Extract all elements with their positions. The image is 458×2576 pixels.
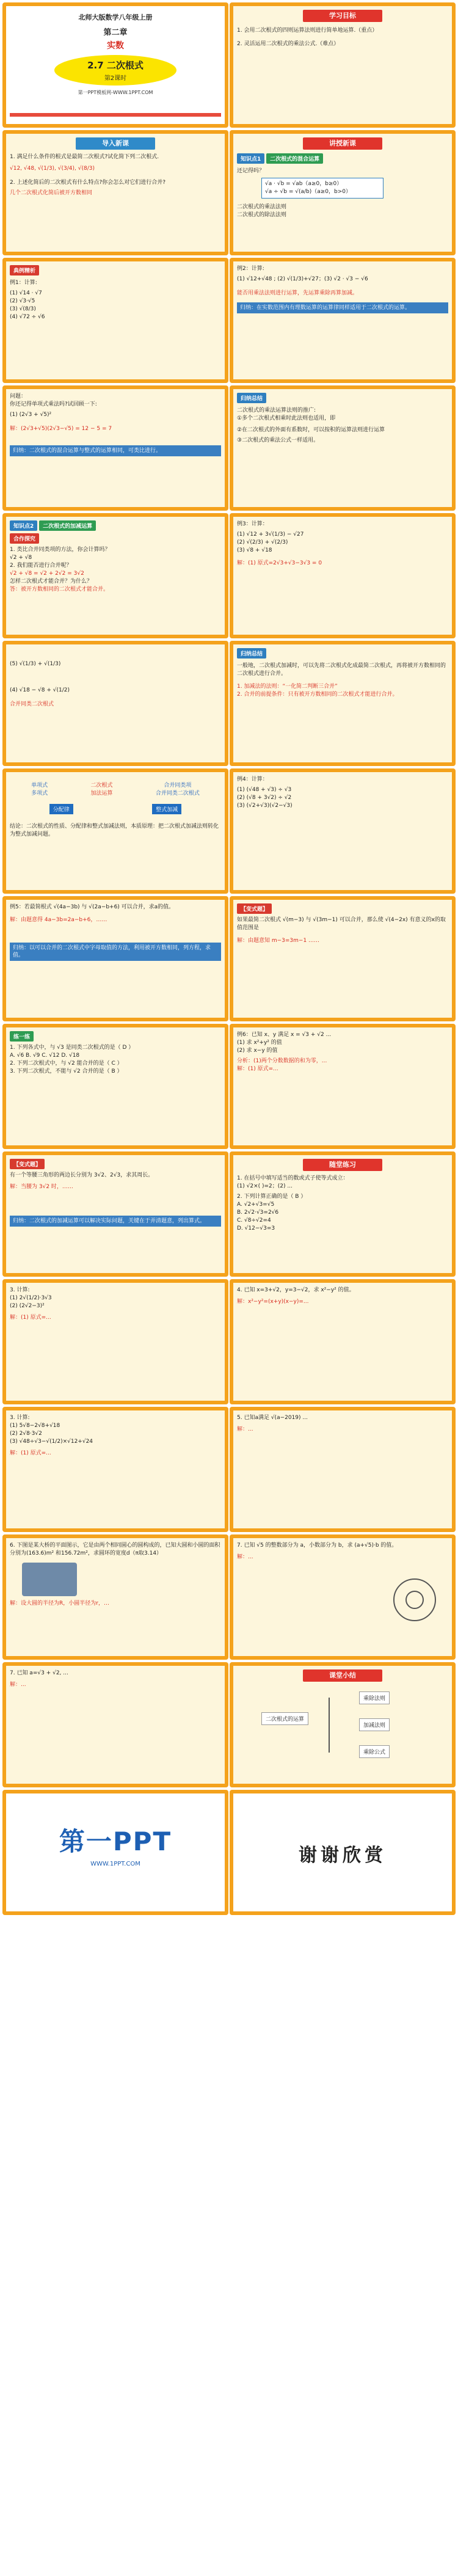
slide-example2[interactable] [230, 258, 456, 383]
slide-application[interactable] [2, 1534, 228, 1660]
goal-2: 2. 灵活运用二次根式的乘法公式.（难点） [237, 41, 340, 47]
example1-label: 典例精析 [10, 265, 39, 275]
summary2-text: 一般地，二次根式加减时，可以先将二次根式化成最简二次根式，再将被开方数相同的二次根式进行合并。 [237, 663, 446, 677]
diagram-left [31, 781, 48, 797]
calc4-answer: 解：... [237, 1426, 253, 1432]
slide-practice1[interactable] [2, 1024, 228, 1149]
diagram-mid2: 加法运算 [90, 790, 113, 797]
cover-title-oval [54, 55, 176, 86]
point2-result: √2 + √8 = √2 + 2√2 = 3√2 [10, 571, 84, 577]
summary2-n2: 2. 合并的前提条件：只有被开方数相同的二次根式才能进行合并。 [237, 691, 398, 698]
example6-answer2: 解：(1) 原式=... [237, 1066, 278, 1072]
slide-example1[interactable] [2, 258, 228, 383]
summary-rules-p1: 二次根式的乘法运算法则的推广: [237, 407, 316, 414]
diagram-mid [90, 781, 112, 797]
slide-example5[interactable] [2, 896, 228, 1021]
point2-answer: 答：被开方数相同的二次根式才能合并。 [10, 586, 109, 593]
diagram-arrows [10, 804, 221, 814]
diagram-right [156, 781, 200, 797]
example3-title: 例3：计算： [237, 521, 268, 527]
example6-item-2: (2) 求 x−y 的值 [237, 1048, 278, 1054]
formula-mul: √a · √b = √ab（a≥0，b≥0） [265, 181, 343, 187]
rule-div: 二次根式的除法法则 [237, 212, 287, 218]
example5-title: 例5：若最简根式 √(4a−3b) 与 √(2a−b+6) 可以合并，求a的值。 [10, 904, 175, 910]
diagram-row [10, 781, 221, 797]
intro-expr: √12, √48, √(1/3), √(3/4), √(8/3) [10, 166, 95, 172]
intro-q1: 1. 满足什么条件的根式是最简二次根式?试化简下列二次根式. [10, 154, 159, 160]
app-title: 6. 下图是某大桥的平面图示，它是由两个相同圆心的圆构成的，已知大圆和小圆的面积分别为(163.6)m² 和156.72m²，求圆环的宽度d（π取3.14） [10, 1542, 220, 1556]
calc-title: 3. 计算: [10, 1287, 30, 1293]
example6-answer: 分析：(1)两个分数数据的和为零，... [237, 1058, 327, 1064]
question-title: 问题： [10, 393, 27, 400]
intro-q2: 2. 上述化简后的二次根式有什么特点?你会怎么对它们进行合并? [10, 180, 166, 186]
example3-item-3: (3) √8 + √18 [237, 547, 272, 553]
example1-item-2: (2) √3·√5 [10, 298, 35, 304]
slide-rationalize[interactable] [230, 1534, 456, 1660]
new-lesson-title: 讲授新课 [303, 137, 382, 150]
ring-inner [405, 1591, 424, 1609]
slide-variant[interactable] [230, 896, 456, 1021]
intro-a2: 几个二次根式化简后被开方数相同 [10, 190, 93, 196]
practice1-item-4: 3. 下列二次根式，不能与 √2 合并的是（ B ） [10, 1068, 123, 1075]
example3-answer: 解：(1) 原式=2√3+√3−3√3 = 0 [237, 560, 322, 566]
calc3-item-1: (1) 5√8−2√8+√18 [10, 1423, 60, 1429]
example5-note: 归纳：以可以合并的二次根式中字母取值的方法，利用被开方数相同，列方程，求值。 [10, 943, 221, 961]
example2-note: 能否用乘法法则进行运算，先运算乘除再算加减。 [237, 290, 358, 296]
point2-q3: 怎样二次根式才能合并？为什么？ [10, 578, 93, 585]
point2-label: 合作探究 [10, 533, 39, 544]
example1-item-1: (1) √14 · √7 [10, 290, 42, 296]
intro-title: 导入新课 [76, 137, 155, 150]
example3-item-2: (2) √(2/3) + √(2/3) [237, 539, 288, 545]
brand-logo: 第一PPT [59, 1826, 172, 1856]
review-title: 课堂小结 [303, 1669, 382, 1682]
question-guide: 归纳：二次根式的混合运算与整式的运算相同，可类比进行。 [10, 445, 221, 456]
slide-summary-rules[interactable] [230, 385, 456, 511]
rationalize2-title: 7. 已知 a=√3 + √2, ... [10, 1670, 68, 1676]
cover-bar [10, 113, 221, 117]
calc4-title: 5. 已知a满足 √(a−2019) ... [237, 1415, 308, 1421]
diagram-right1: 合并同类项 [164, 783, 192, 789]
summary-rules-p4: ③二次根式的乘法公式一样适用。 [237, 437, 319, 443]
quiz-opt-b: B. 2√2·√3=2√6 [237, 1210, 279, 1216]
slide-new-lesson[interactable] [230, 130, 456, 255]
variant-title: 【变式题】 [237, 903, 272, 914]
slide-example4[interactable] [230, 768, 456, 894]
slide-example6[interactable] [230, 1024, 456, 1149]
cover-period: 第2课时 [104, 75, 127, 82]
app-answer: 解：设大圆的半径为R，小圆半径为r，… [10, 1600, 109, 1607]
question-line: (1) (2√3 + √5)² [10, 412, 52, 418]
goal-1: 1. 会用二次根式的四则运算法则进行简单地运算.（重点） [237, 27, 378, 34]
slide-summary2[interactable] [230, 641, 456, 766]
calc3-answer: 解：(1) 原式=... [10, 1450, 51, 1456]
quiz-q2: 2. 下列计算正确的是（ B ） [237, 1194, 307, 1200]
point1-tag: 知识点1 [237, 153, 264, 164]
practice1-item-1: 1. 下列各式中，与 √3 是同类二次根式的是（ D ） [10, 1045, 134, 1051]
quiz-title: 随堂练习 [303, 1159, 382, 1171]
point2-q1: 1. 类比合并同类项的方法，你会计算吗？ [10, 547, 111, 553]
calc3-title: 3. 计算: [10, 1415, 30, 1421]
rationalize2-answer: 解：... [10, 1682, 26, 1688]
diagram-conclusion: 结论：二次根式的性质、分配律和整式加减法则，本质原理：把二次根式加减法则转化为整式加减问题。 [10, 823, 219, 837]
diagram-right2: 合并同类二次根式 [155, 790, 200, 797]
quiz-q1a: (1) √2×( )=2；(2) ... [237, 1183, 293, 1189]
slide-quiz[interactable] [230, 1151, 456, 1277]
diagram-left1: 单项式 [31, 783, 48, 789]
calc-item-2: (2) (2√2−3)² [10, 1303, 45, 1309]
brand-url: WWW.1PPT.COM [90, 1861, 140, 1867]
practice1-label: 练一练 [10, 1031, 34, 1042]
diagram-mid1: 二次根式 [90, 783, 113, 789]
example4-item-2: (2) (√8 + 3√2) ÷ √2 [237, 795, 292, 801]
slide-thanks[interactable] [230, 1790, 456, 1915]
point2-tag: 知识点2 [10, 520, 37, 531]
point2-expr: √2 + √8 [10, 555, 32, 561]
summary-rules-p3: ②在二次根式的外面有系数时，可以按积的运算法则进行运算 [237, 427, 385, 433]
example2-title: 例2：计算: [237, 266, 264, 272]
formula-box [261, 178, 383, 199]
example1-item-4: (4) √72 ÷ √6 [10, 314, 45, 320]
slide-rationalize2[interactable] [2, 1662, 228, 1787]
slide-question[interactable] [2, 385, 228, 511]
slide-intro[interactable] [2, 130, 228, 255]
practice1-item-3: 2. 下列二次根式中，与 √2 能合并的是（ C ） [10, 1060, 123, 1067]
slide-cover[interactable] [2, 2, 228, 128]
cover-lesson: 2.7 二次根式 [87, 60, 144, 71]
slide-example3b[interactable] [2, 641, 228, 766]
summary2-n1: 1. 加减法的法则：“一化简二判断三合并” [237, 684, 338, 690]
practice1-item-2: A. √6 B. √9 C. √12 D. √18 [10, 1053, 80, 1059]
rationalize-answer: 解：... [237, 1554, 253, 1560]
example3b-item-1: (5) √(1/3) + √(1/3) [10, 661, 61, 667]
review-center: 二次根式的运算 [261, 1712, 308, 1725]
question-result: 解：(2√3+√5)(2√3−√5) = 12 − 5 = 7 [10, 426, 112, 432]
example4-item-3: (3) (√2+√3)(√2−√3) [237, 803, 293, 809]
quiz-opt-d: D. √12−√3=3 [237, 1225, 275, 1231]
quiz-opt-c: C. √8÷√2=4 [237, 1217, 271, 1224]
variant-answer: 解：由题意知 m−3=3m−1 …… [237, 938, 320, 944]
slide-variant2[interactable] [2, 1151, 228, 1277]
formula-div: √a ÷ √b = √(a/b)（a≥0，b>0） [265, 189, 352, 195]
example4-item-1: (1) (√48 + √3) ÷ √3 [237, 787, 292, 793]
slide-calc3[interactable] [2, 1407, 228, 1532]
example5-answer: 解：由题意得 4a−3b=2a−b+6，…… [10, 917, 107, 923]
point2-title: 二次根式的加减运算 [39, 520, 96, 531]
calc2-answer: 解：x²−y²=(x+y)(x−y)=... [237, 1299, 309, 1305]
calc2-title: 4. 已知 x=3+√2，y=3−√2，求 x²−y² 的值。 [237, 1287, 355, 1293]
slide-calc2[interactable] [230, 1279, 456, 1404]
variant2-note: 归纳：二次根式的加减运算可以解决实际问题，关键在于弄清题意，列出算式。 [10, 1216, 221, 1227]
question-text: 你还记得单项式乘法吗?试回顾一下: [10, 401, 97, 407]
slide-brand[interactable] [2, 1790, 228, 1915]
example1-title: 例1：计算: [10, 280, 37, 286]
rationalize-text: 7. 已知 √5 的整数部分为 a，小数部分为 b，求 (a+√5)·b 的值。 [237, 1542, 398, 1549]
point1-title: 二次根式的混合运算 [266, 153, 323, 164]
summary-rules-title: 归纳总结 [237, 393, 266, 403]
calc-item-1: (1) 2√(1/2)·3√3 [10, 1295, 52, 1301]
diagram-arrow1: 分配律 [49, 804, 73, 814]
slide-example3[interactable] [230, 513, 456, 638]
point2-q2: 2. 我们能否进行合并呢？ [10, 563, 72, 569]
summary2-title: 归纳总结 [237, 648, 266, 659]
diagram-left2: 多项式 [31, 790, 48, 797]
review-connector [329, 1698, 330, 1753]
rule-mul: 二次根式的乘法法则 [237, 204, 287, 210]
example3b-item-2: (4) √18 − √8 + √(1/2) [10, 687, 70, 693]
example2-tip: 归纳：在实数范围内有理数运算的运算律同样适用于二次根式的运算。 [237, 302, 448, 313]
calc3-item-2: (2) 2√8·3√2 [10, 1431, 42, 1437]
cover-header: 北师大版数学八年级上册 [78, 13, 153, 21]
variant2-title: 【变式题】 [10, 1159, 45, 1169]
cover-footer: 第一PPT模板网-WWW.1PPT.COM [78, 90, 153, 95]
review-branch-3: 乘除公式 [359, 1745, 390, 1758]
variant-text: 如果最简二次根式 √(m−3) 与 √(3m−1) 可以合并，那么使 √(4−2x) 有意义的x的取值范围是 [237, 917, 446, 931]
slide-calc[interactable] [2, 1279, 228, 1404]
goals-title: 学习目标 [303, 10, 382, 22]
quiz-opt-a: A. √2+√3=√5 [237, 1202, 275, 1208]
calc3-item-3: (3) √48÷√3−√(1/2)×√12+√24 [10, 1439, 93, 1445]
slide-review[interactable] [230, 1662, 456, 1787]
slide-diagram[interactable] [2, 768, 228, 894]
example1-item-3: (3) √(8/3) [10, 306, 36, 312]
review-branch-2: 加减法则 [359, 1718, 390, 1731]
example6-item-1: (1) 求 x²+y² 的值 [237, 1040, 282, 1046]
example4-title: 例4：计算： [237, 776, 268, 783]
variant2-text: 有一个等腰三角形的两边长分别为 3√2、2√3，求其周长。 [10, 1172, 154, 1178]
quiz-q1: 1. 在括号中填写适当的数或式子使等式成立： [237, 1175, 349, 1181]
review-branch-1: 乘除法则 [359, 1691, 390, 1704]
example2-expr: (1) √12+√48 ; (2) √(1/3)+√27；(3) √2 · √3 − √6 [237, 276, 368, 282]
slide-goals[interactable] [230, 2, 456, 128]
example6-title: 例6：已知 x、y 满足 x = √3 + √2 ... [237, 1032, 332, 1038]
calc-answer: 解：(1) 原式=... [10, 1315, 51, 1321]
cover-chapter: 第二章 [103, 28, 128, 37]
slide-point2[interactable] [2, 513, 228, 638]
recall-text: 还记得吗？ [237, 168, 265, 174]
variant2-answer: 解：当腰为 3√2 时，…… [10, 1184, 73, 1190]
bridge-photo [22, 1563, 77, 1596]
summary-rules-p2: ①多个二次根式相乘时此法则也适用，即 [237, 415, 336, 421]
diagram-arrow2: 整式加减 [152, 804, 181, 814]
slide-calc4[interactable] [230, 1407, 456, 1532]
thanks-text: 谢谢欣赏 [299, 1845, 387, 1866]
example3-item-1: (1) √12 + 3√(1/3) − √27 [237, 531, 304, 538]
cover-subject: 实数 [107, 41, 124, 51]
example3b-note: 合并同类二次根式 [10, 701, 54, 707]
